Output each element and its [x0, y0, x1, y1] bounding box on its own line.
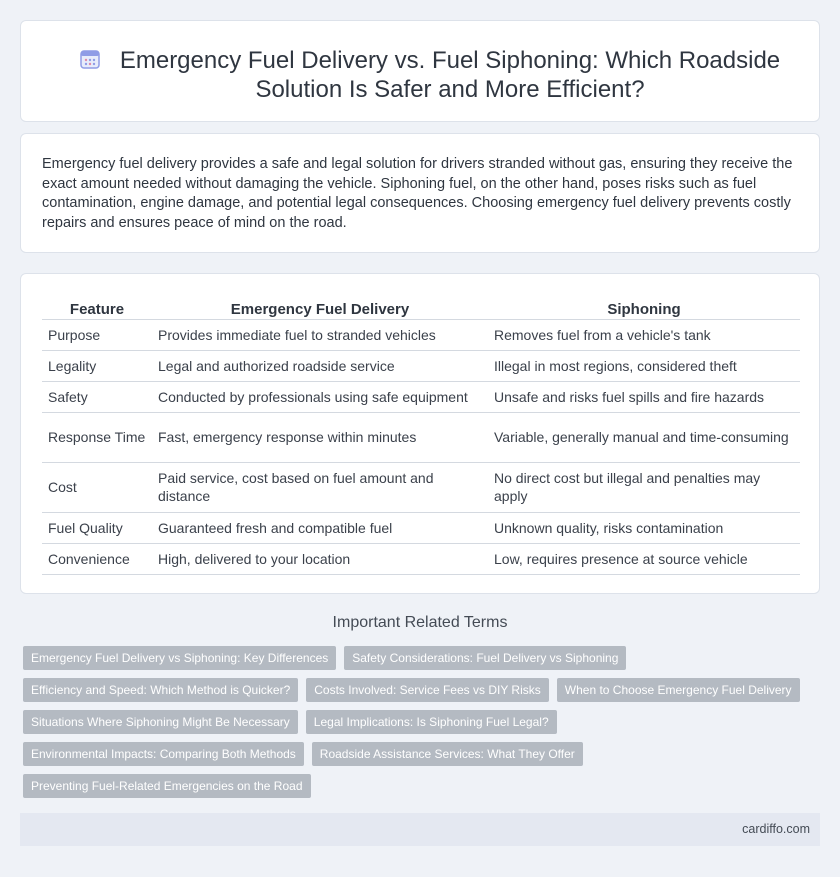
intro-card: [20, 133, 820, 253]
row-feature: Cost: [42, 462, 152, 512]
related-tag[interactable]: Roadside Assistance Services: What They Offer: [312, 742, 583, 766]
related-terms-list: [23, 646, 813, 798]
row-siphoning: Variable, generally manual and time-consuming: [488, 412, 800, 462]
table-row: [42, 412, 800, 462]
title-card: [20, 20, 820, 122]
header-siphoning: Siphoning: [488, 296, 800, 319]
row-feature: Legality: [42, 350, 152, 381]
table-row: [42, 543, 800, 574]
related-tag[interactable]: Situations Where Siphoning Might Be Necessary: [23, 710, 298, 734]
related-tag[interactable]: Costs Involved: Service Fees vs DIY Risks: [306, 678, 549, 702]
row-delivery: Conducted by professionals using safe equipment: [152, 381, 488, 412]
row-siphoning: Low, requires presence at source vehicle: [488, 543, 800, 574]
related-tag[interactable]: Preventing Fuel-Related Emergencies on the Road: [23, 774, 311, 798]
table-row: [42, 381, 800, 412]
comparison-table: [42, 296, 800, 575]
table-row: [42, 350, 800, 381]
row-feature: Purpose: [42, 319, 152, 350]
table-header-row: [42, 296, 800, 319]
calendar-icon: [79, 48, 101, 70]
row-feature: Safety: [42, 381, 152, 412]
row-feature: Convenience: [42, 543, 152, 574]
page-title: Emergency Fuel Delivery vs. Fuel Siphoning: Which Roadside Solution Is Safer and More Efficient?: [119, 47, 781, 103]
row-feature: Fuel Quality: [42, 512, 152, 543]
related-tag[interactable]: Efficiency and Speed: Which Method is Quicker?: [23, 678, 298, 702]
row-siphoning: Unsafe and risks fuel spills and fire hazards: [488, 381, 800, 412]
related-tag[interactable]: Emergency Fuel Delivery vs Siphoning: Key Differences: [23, 646, 336, 670]
related-tag[interactable]: Legal Implications: Is Siphoning Fuel Legal?: [306, 710, 557, 734]
table-row: [42, 462, 800, 512]
row-delivery: High, delivered to your location: [152, 543, 488, 574]
footer: [20, 813, 820, 846]
related-tag[interactable]: Safety Considerations: Fuel Delivery vs Siphoning: [344, 646, 626, 670]
related-tag[interactable]: When to Choose Emergency Fuel Delivery: [557, 678, 800, 702]
row-siphoning: No direct cost but illegal and penalties may apply: [488, 462, 800, 512]
header-feature: Feature: [42, 296, 152, 319]
row-delivery: Provides immediate fuel to stranded vehicles: [152, 319, 488, 350]
row-siphoning: Illegal in most regions, considered theft: [488, 350, 800, 381]
row-delivery: Paid service, cost based on fuel amount and distance: [152, 462, 488, 512]
related-tag[interactable]: Environmental Impacts: Comparing Both Methods: [23, 742, 304, 766]
comparison-card: [20, 273, 820, 594]
header-emergency-fuel-delivery: Emergency Fuel Delivery: [152, 296, 488, 319]
footer-site-link[interactable]: cardiffo.com: [742, 822, 810, 836]
row-siphoning: Unknown quality, risks contamination: [488, 512, 800, 543]
row-delivery: Legal and authorized roadside service: [152, 350, 488, 381]
row-siphoning: Removes fuel from a vehicle's tank: [488, 319, 800, 350]
table-row: [42, 512, 800, 543]
table-row: [42, 319, 800, 350]
row-delivery: Guaranteed fresh and compatible fuel: [152, 512, 488, 543]
row-feature: Response Time: [42, 412, 152, 462]
related-terms-heading: Important Related Terms: [332, 614, 508, 631]
row-delivery: Fast, emergency response within minutes: [152, 412, 488, 462]
intro-paragraph: Emergency fuel delivery provides a safe and legal solution for drivers stranded without gas, ensuring they receive the exact amount needed without damaging the vehicle. Siphoning fuel, on the other hand, poses risks such as fuel contamination, engine damage, and potential legal consequences. Choosing emergency fuel delivery prevents costly repairs and ensures peace of mind on the road.: [42, 156, 793, 231]
